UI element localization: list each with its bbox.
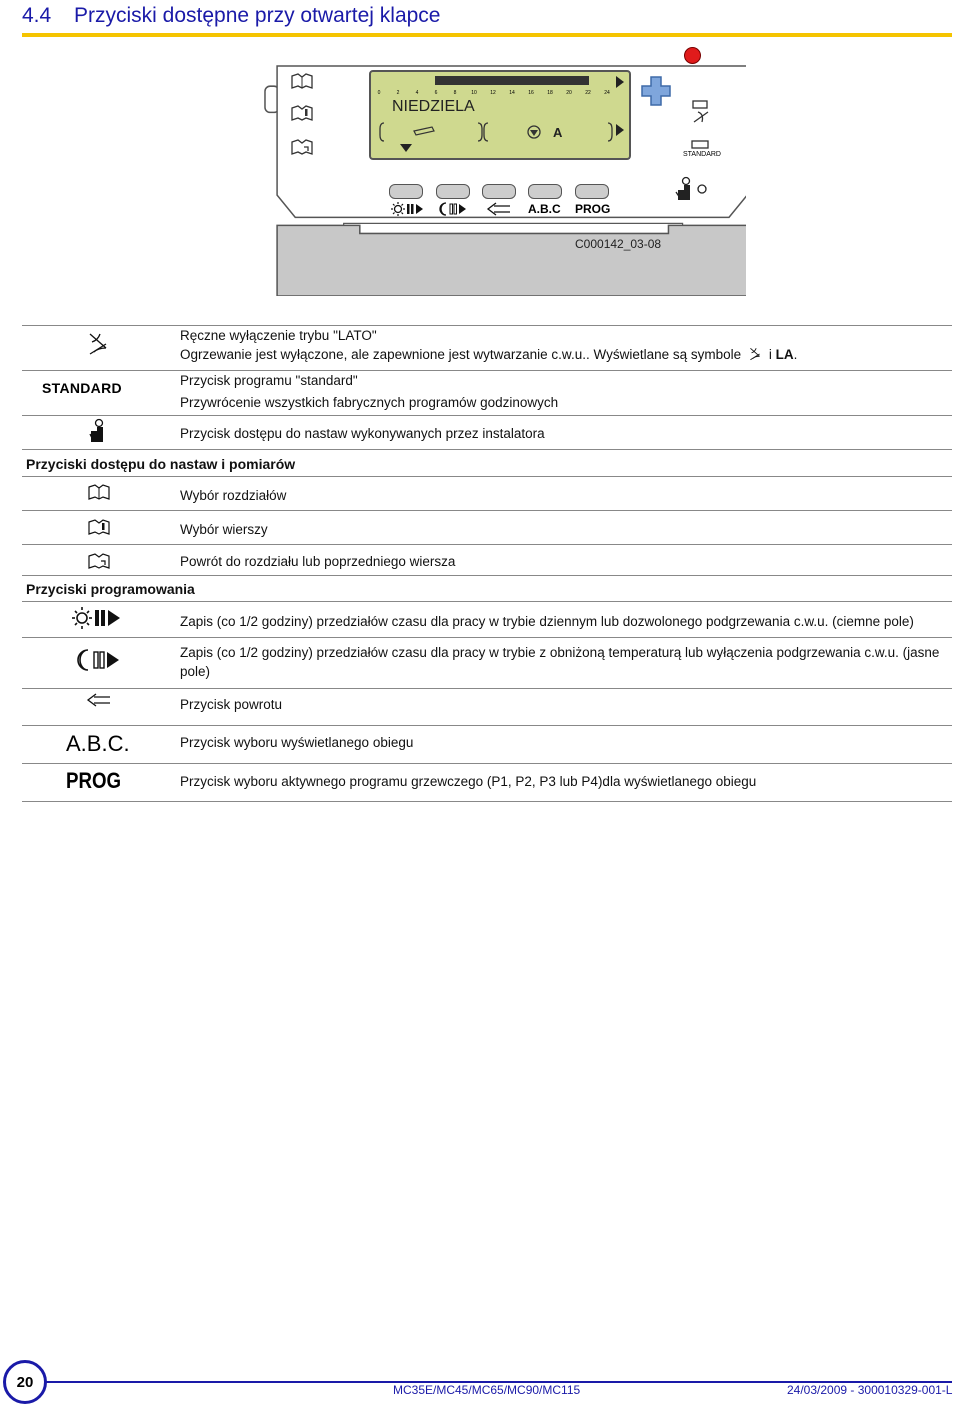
installer-description: Przycisk dostępu do nastaw wykonywanych przez instalatora <box>180 426 545 441</box>
footer-document: 24/03/2009 - 300010329-001-L <box>787 1383 953 1397</box>
display-circuit: A <box>553 125 563 140</box>
row-divider <box>22 637 952 638</box>
row-divider <box>22 801 952 802</box>
row-divider <box>22 688 952 689</box>
figure-code: C000142_03-08 <box>575 237 662 251</box>
installer-icon[interactable] <box>674 176 708 202</box>
reduced-moon-icon <box>76 649 122 671</box>
prog-button-label: PROG <box>575 202 611 216</box>
summer-button-icon[interactable] <box>690 100 712 126</box>
comfort-description: Zapis (co 1/2 godziny) przedziałów czasu dla pracy w trybie dziennym lub dozwolonego podgrzewania c.w.u. (ciemne pole) <box>180 614 914 629</box>
hour-tick-label: 8 <box>453 90 457 96</box>
summer-line2: Ogrzewanie jest wyłączone, ale zapewnione jest wytwarzanie c.w.u.. Wyświetlane są symbole i LA. <box>180 347 798 362</box>
section-number: 4.4 <box>22 4 52 27</box>
row-divider <box>22 510 952 511</box>
row-divider <box>22 449 952 450</box>
footer-models: MC35E/MC45/MC65/MC90/MC115 <box>393 1383 581 1397</box>
row-divider <box>22 601 952 602</box>
line-select-icon <box>86 518 112 536</box>
hour-tick-label: 0 <box>377 90 381 96</box>
row-divider <box>22 415 952 416</box>
page-number: 20 <box>3 1360 47 1404</box>
standard-label: STANDARD <box>42 380 122 396</box>
return-arrow-icon <box>86 693 112 707</box>
summer-description <box>180 326 950 364</box>
back-to-chapter-icon <box>86 552 112 570</box>
comfort-sun-icon <box>72 607 124 629</box>
row-divider <box>22 476 952 477</box>
prog-description: Przycisk wyboru aktywnego programu grzewczego (P1, P2, P3 lub P4)dla wyświetlanego obiegu <box>180 774 757 789</box>
status-led <box>684 47 701 64</box>
hour-tick-label: 2 <box>396 90 400 96</box>
chapters-description: Wybór rozdziałów <box>180 488 287 503</box>
back-button[interactable] <box>482 184 516 199</box>
reduced-description: Zapis (co 1/2 godziny) przedziałów czasu dla pracy w trybie z obniżoną temperaturą lub wyłączenia podgrzewania c.w.u. (jasne pole) <box>180 645 940 679</box>
chapter-select-icon[interactable] <box>290 72 314 90</box>
sun-icon <box>391 202 425 216</box>
row-divider <box>22 725 952 726</box>
lines-description: Wybór wierszy <box>180 522 268 537</box>
hour-tick-label: 10 <box>471 90 477 96</box>
row-divider <box>22 575 952 576</box>
row-divider <box>22 544 952 545</box>
comfort-button[interactable] <box>389 184 423 199</box>
circuit-button-label: A.B.C <box>528 202 561 216</box>
standard-line1: Przycisk programu "standard" <box>180 373 358 388</box>
standard-description <box>180 371 950 412</box>
hour-tick-label: 16 <box>528 90 534 96</box>
display-day: NIEDZIELA <box>392 98 475 115</box>
back-access-description: Powrót do rozdziału lub poprzedniego wiersza <box>180 554 456 569</box>
hour-tick-label: 6 <box>434 90 438 96</box>
hour-tick-label: 22 <box>585 90 591 96</box>
section-heading <box>22 4 441 28</box>
section-prog-heading: Przyciski programowania <box>26 581 195 597</box>
circuit-description: Przycisk wyboru wyświetlanego obiegu <box>180 735 414 750</box>
hour-tick-label: 18 <box>547 90 553 96</box>
circuit-label: A.B.C. <box>66 731 130 756</box>
section-title: Przyciski dostępne przy otwartej klapce <box>74 4 441 27</box>
summer-inline-icon <box>745 346 765 362</box>
reduced-button[interactable] <box>436 184 470 199</box>
line-select-icon[interactable] <box>290 104 314 122</box>
hour-tick-label: 24 <box>604 90 610 96</box>
installer-icon <box>88 418 112 444</box>
hour-tick-label: 20 <box>566 90 572 96</box>
moon-icon <box>438 202 468 216</box>
row-divider <box>22 763 952 764</box>
section-access-heading: Przyciski dostępu do nastaw i pomiarów <box>26 456 296 472</box>
circuit-button[interactable] <box>528 184 562 199</box>
return-icon <box>486 202 512 216</box>
display-arrows <box>398 72 628 154</box>
summer-icon <box>86 330 110 358</box>
navigation-pad[interactable] <box>640 75 672 107</box>
hour-tick-label: 12 <box>490 90 496 96</box>
hour-tick-label: 4 <box>415 90 419 96</box>
back-to-chapter-icon[interactable] <box>290 138 314 156</box>
device-standard-label: STANDARD <box>683 151 721 158</box>
prog-label: PROG <box>66 768 122 793</box>
hour-tick-label: 14 <box>509 90 515 96</box>
standard-line2: Przywrócenie wszystkich fabrycznych programów godzinowych <box>180 395 559 410</box>
header-rule <box>22 33 952 37</box>
prog-button[interactable] <box>575 184 609 199</box>
chapter-select-icon <box>86 483 112 501</box>
standard-button[interactable] <box>691 140 709 150</box>
summer-line1: Ręczne wyłączenie trybu "LATO" <box>180 328 377 343</box>
back-description: Przycisk powrotu <box>180 697 283 712</box>
